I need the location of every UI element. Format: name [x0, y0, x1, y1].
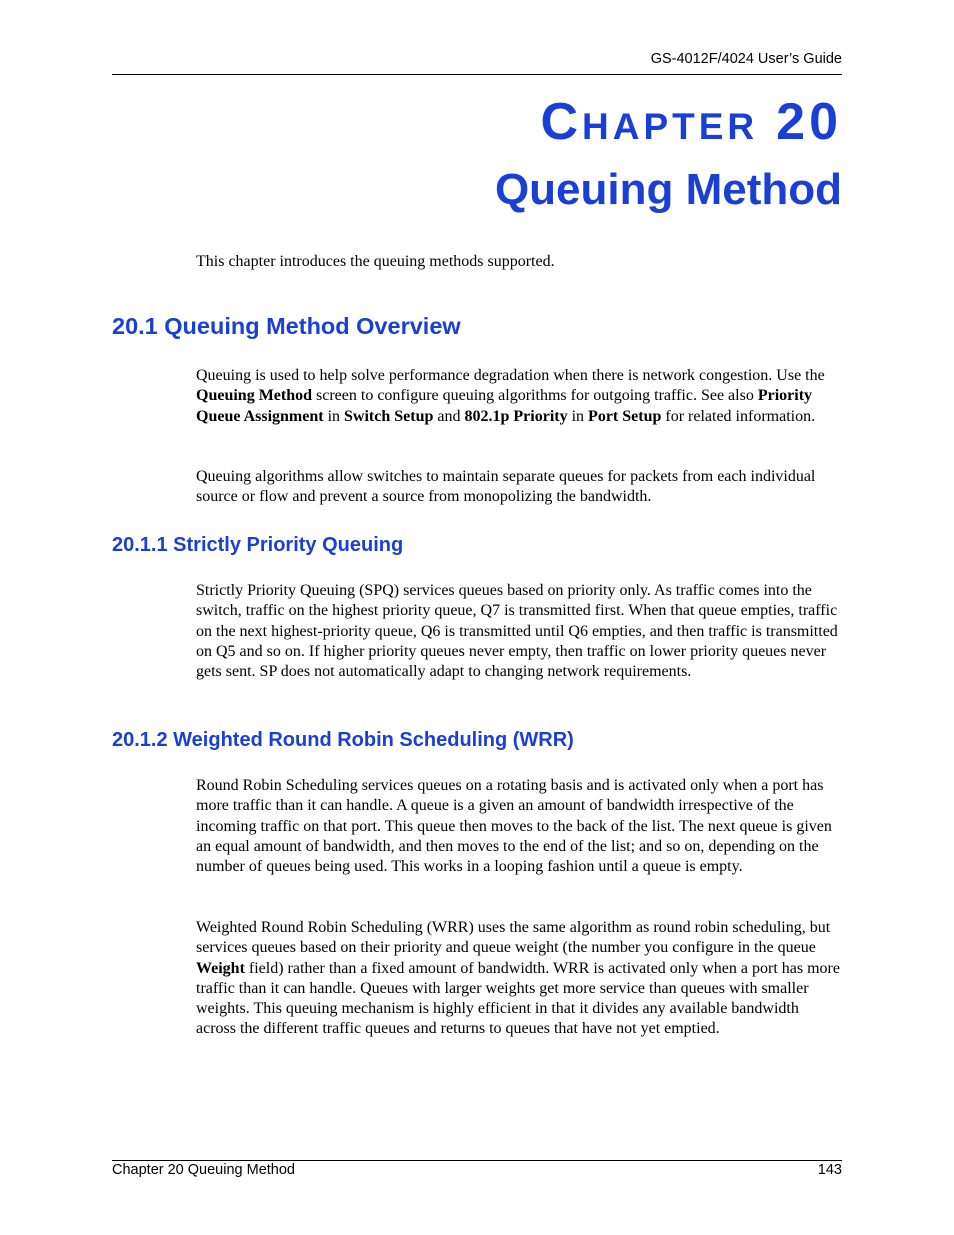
chapter-label [540, 93, 842, 151]
chapter-label-rest: HAPTER [582, 106, 759, 147]
bold-term: Port Setup [588, 407, 662, 425]
chapter-label-initial: C [540, 93, 583, 151]
page-number: 143 [817, 1162, 842, 1178]
bold-term: Queuing Method [196, 387, 313, 405]
chapter-title: Queuing Method [494, 165, 842, 214]
overview-paragraph-2: Queuing algorithms allow switches to maintain separate queues for packets from each individual source or flow and prevent a source from monopolizing the bandwidth. [196, 468, 816, 506]
bold-term: 802.1p Priority [464, 407, 568, 425]
text-run: for related information. [661, 407, 816, 425]
text-run: Queuing is used to help solve performance degradation when there is network congestion. Use the [196, 367, 825, 384]
text-run: screen to configure queuing algorithms for outgoing traffic. See also [312, 387, 758, 405]
section-heading-20-1: 20.1 Queuing Method Overview [112, 313, 461, 339]
text-run: Weighted Round Robin Scheduling (WRR) uses the same algorithm as round robin scheduling, but services queues based on their priority and queue weight (the number you configure in the queue [196, 919, 831, 957]
text-run: in [567, 407, 589, 425]
text-run: field) rather than a fixed amount of bandwidth. WRR is activated only when a port has more traffic than it can handle. Queues with larger weights get more service than queues with smaller weights. This queuing mechanism is highly efficient in that it divides any available bandwidth across the different traffic queues and returns to queues that have not yet emptied. [196, 959, 840, 1038]
text-run: in [323, 407, 345, 425]
guide-title: GS-4012F/4024 User’s Guide [650, 51, 842, 67]
footer-divider [112, 1160, 842, 1161]
section-heading-20-1-1: 20.1.1 Strictly Priority Queuing [112, 534, 404, 556]
footer-chapter-title: Chapter 20 Queuing Method [112, 1162, 295, 1178]
chapter-number: 20 [776, 93, 842, 151]
wrr-paragraph-2 [196, 918, 842, 1040]
section-heading-20-1-2: 20.1.2 Weighted Round Robin Scheduling (WRR) [112, 729, 574, 751]
header-divider [112, 74, 842, 75]
bold-term: Weight [196, 959, 245, 977]
text-run: and [433, 407, 465, 425]
bold-term: Priority Queue Assignment [196, 387, 813, 425]
overview-paragraph-1 [196, 366, 842, 427]
chapter-intro: This chapter introduces the queuing methods supported. [196, 253, 555, 270]
spq-paragraph: Strictly Priority Queuing (SPQ) services queues based on priority only. As traffic comes into the switch, traffic on the highest priority queue, Q7 is transmitted first. When that queue empties, traffic on the next highest-priority queue, Q6 is transmitted until Q6 empties, and then traffic is transmitted on Q5 and so on. If higher priority queues never empty, then traffic on lower priority queues never gets sent. SP does not automatically adapt to changing network requirements. [196, 582, 838, 681]
bold-term: Switch Setup [344, 407, 434, 425]
wrr-paragraph-1: Round Robin Scheduling services queues on a rotating basis and is activated only when a port has more traffic than it can handle. A queue is a given an amount of bandwidth irrespective of the incoming traffic on that port. This queue then moves to the back of the list. The next queue is given an equal amount of bandwidth, and then moves to the end of the list; and so on, depending on the number of queues being used. This works in a looping fashion until a queue is empty. [196, 777, 832, 876]
